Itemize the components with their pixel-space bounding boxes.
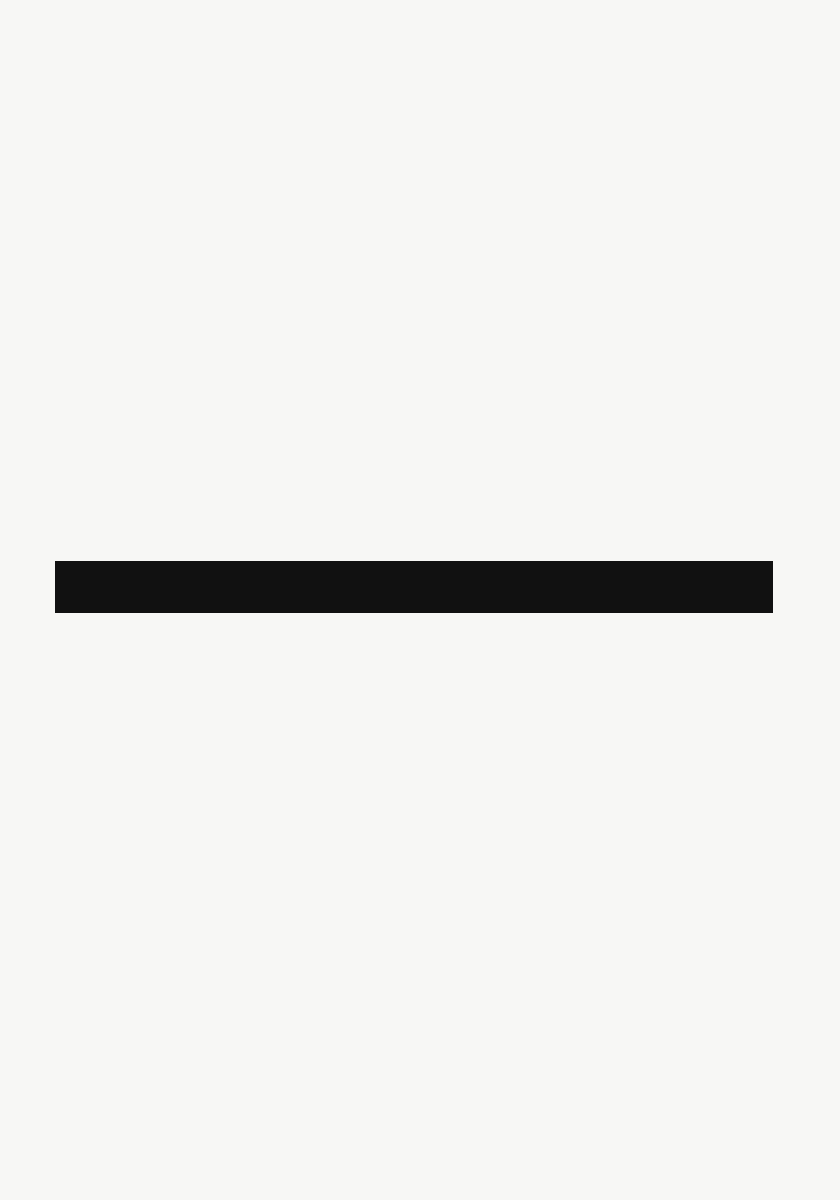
upper-text-block [108,64,720,539]
ornamental-scroll-icon [55,561,773,613]
ornamental-divider [55,561,773,613]
